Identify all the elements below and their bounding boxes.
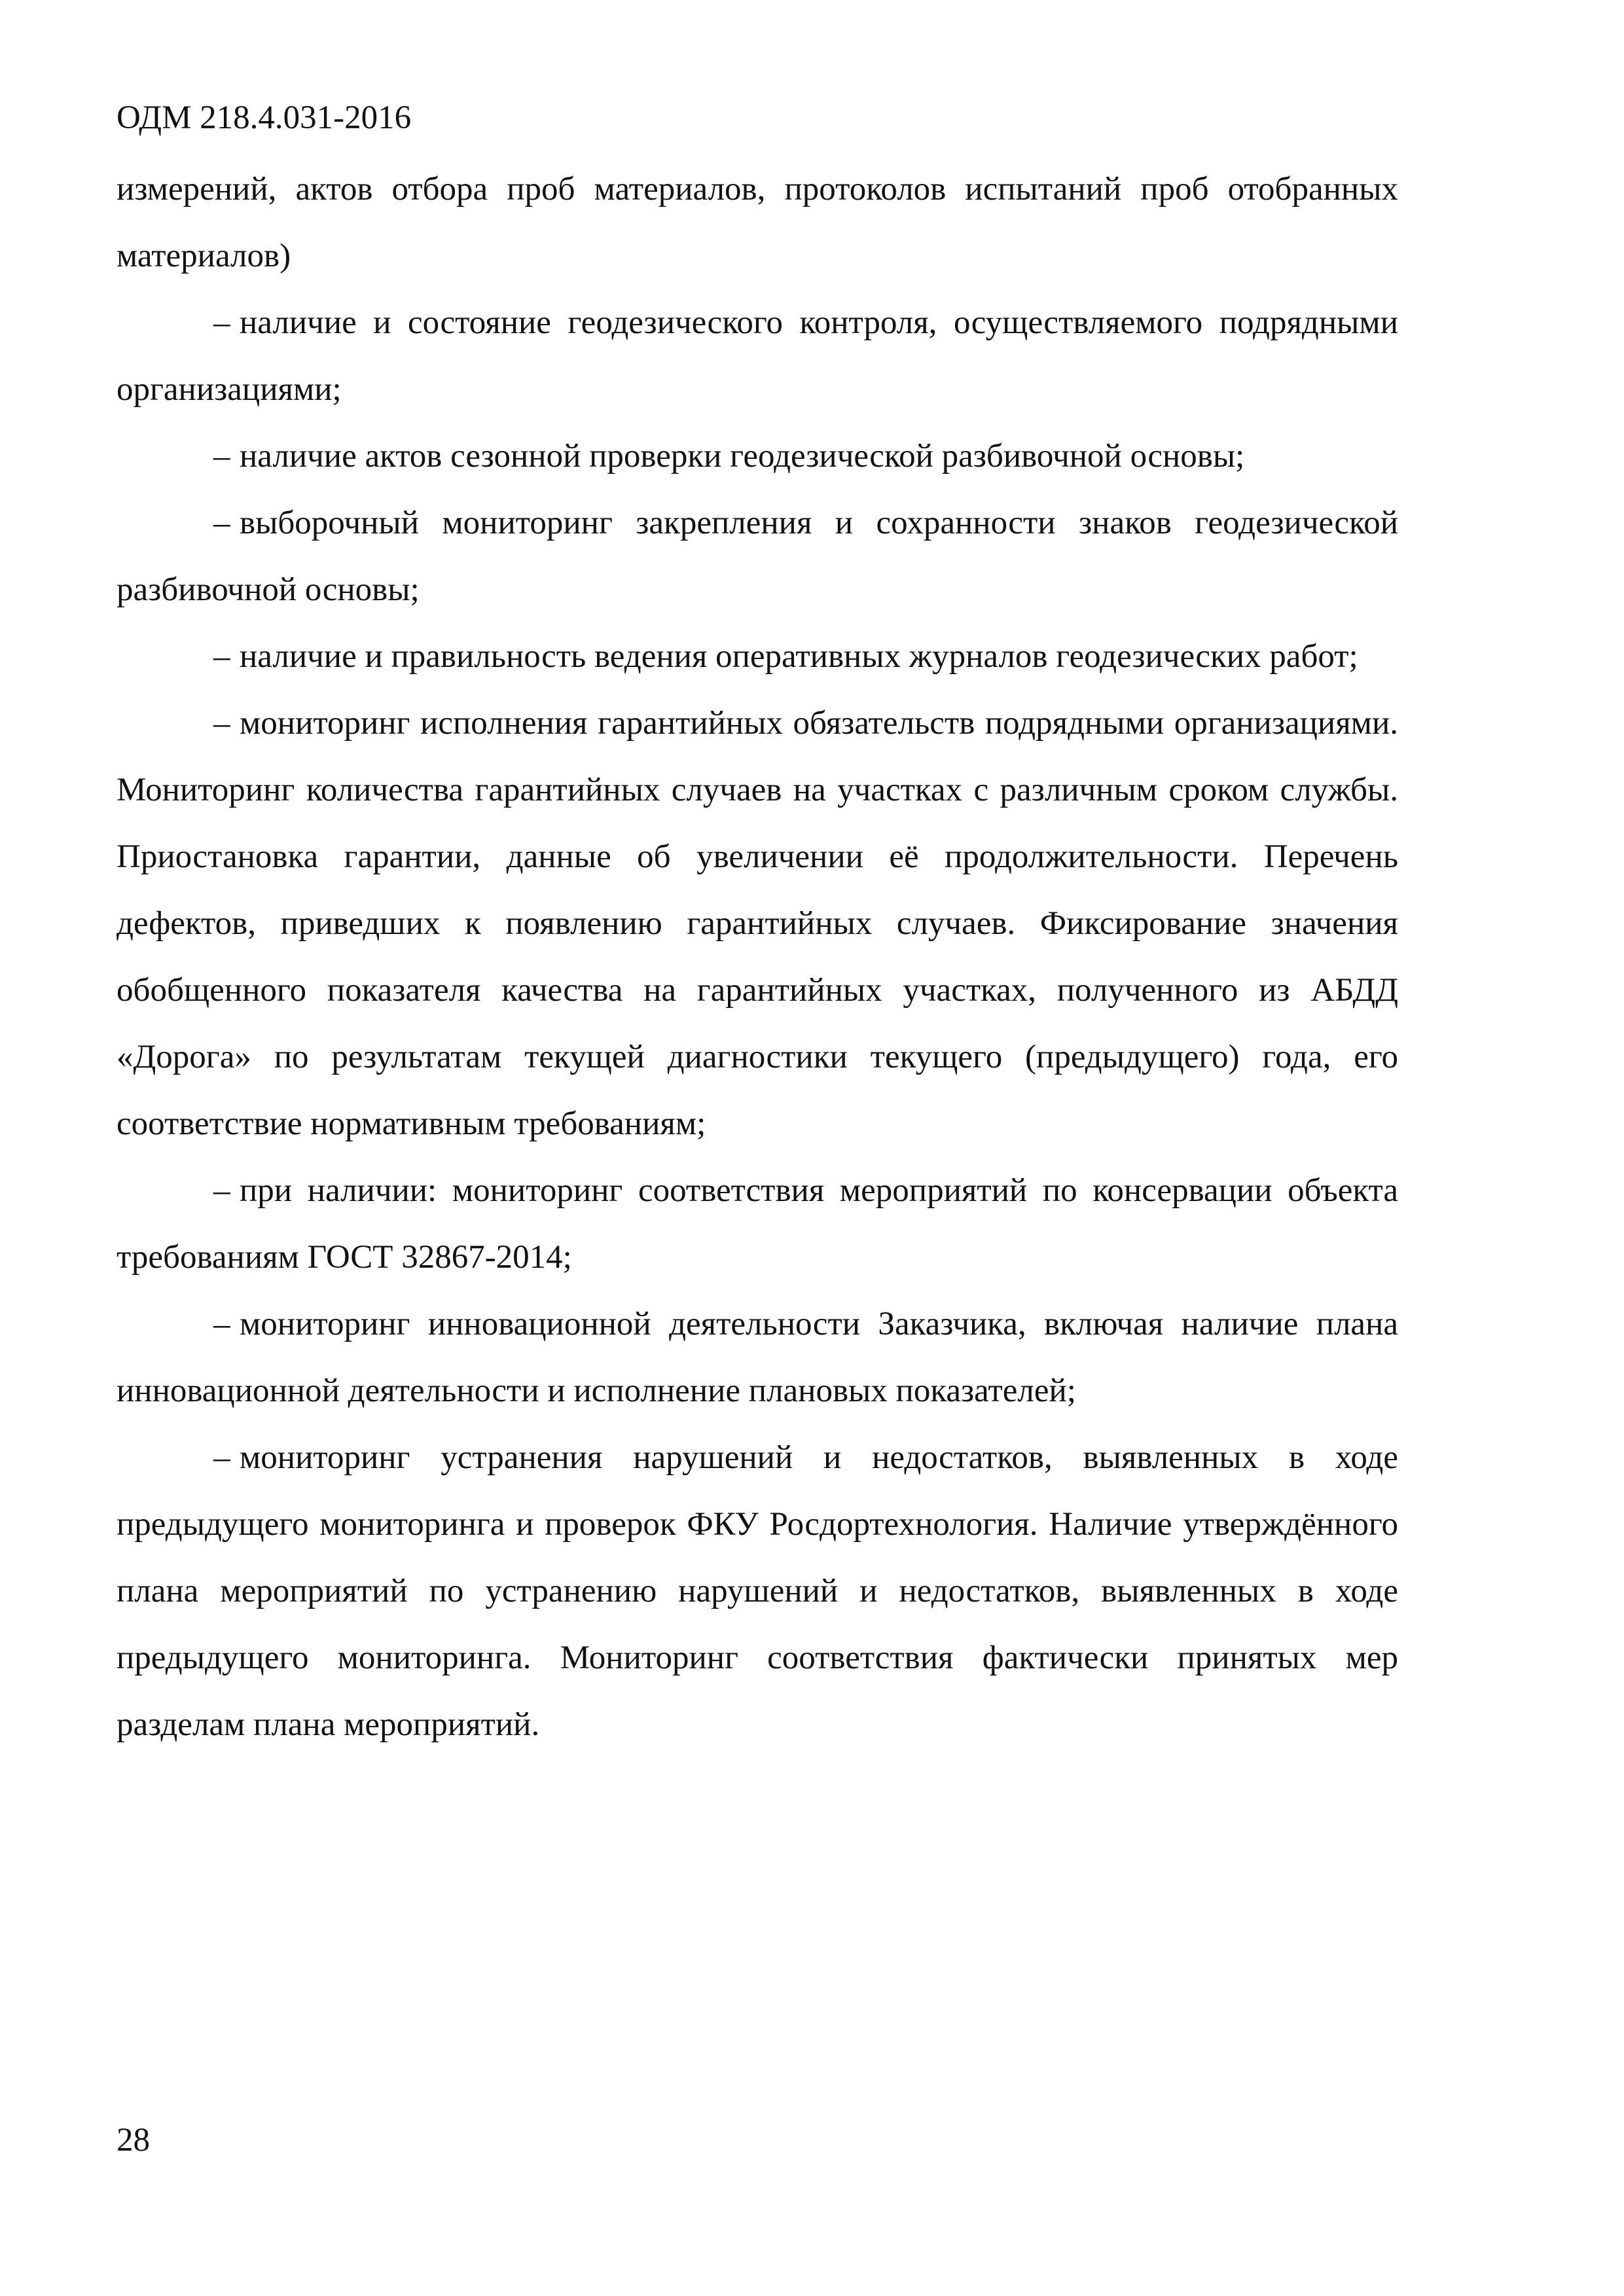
list-item-text: при наличии: мониторинг соответствия мероприятий по консервации объекта требованиям ГОСТ 32867-2014; xyxy=(117,1172,1398,1276)
list-item-text: мониторинг инновационной деятельности Заказчика, включая наличие плана инновационной деятельности и исполнение плановых показателей; xyxy=(117,1306,1398,1409)
list-item-text: наличие актов сезонной проверки геодезической разбивочной основы; xyxy=(240,438,1245,475)
document-body xyxy=(117,156,1398,1758)
list-item-text: мониторинг исполнения гарантийных обязательств подрядными организациями. Мониторинг количества гарантийных случаев на участках с различным сроком службы. Приостановка гарантии, данные об увеличении её продолжительности. Перечень дефектов, приведших к появлению гарантийных случаев. Фиксирование значения обобщенного показателя качества на гарантийных участках, полученного из АБДД «Дорога» по результатам текущей диагностики текущего (предыдущего) года, его соответствие нормативным требованиям; xyxy=(117,705,1398,1142)
bullet-dash: – xyxy=(213,1439,230,1476)
list-item xyxy=(117,289,1398,423)
list-item-text: мониторинг устранения нарушений и недостатков, выявленных в ходе предыдущего мониторинга и проверок ФКУ Росдортехнология. Наличие утверждённого плана мероприятий по устранению нарушений и недостатков, выявленных в ходе предыдущего мониторинга. Мониторинг соответствия фактически принятых мер разделам плана мероприятий. xyxy=(117,1439,1398,1743)
list-item-text: наличие и состояние геодезического контроля, осуществляемого подрядными организациями; xyxy=(117,304,1398,408)
bullet-dash: – xyxy=(213,705,230,742)
bullet-dash: – xyxy=(213,1306,230,1342)
bullet-dash: – xyxy=(213,304,230,341)
bullet-dash: – xyxy=(213,438,230,475)
list-item xyxy=(117,423,1398,490)
list-item xyxy=(117,623,1398,690)
bullet-dash: – xyxy=(213,1172,230,1209)
bullet-dash: – xyxy=(213,638,230,675)
list-item xyxy=(117,1157,1398,1291)
list-item xyxy=(117,1424,1398,1758)
bullet-dash: – xyxy=(213,505,230,541)
list-item-text: выборочный мониторинг закрепления и сохранности знаков геодезической разбивочной основы; xyxy=(117,505,1398,608)
page-number: 28 xyxy=(117,2122,150,2159)
list-item xyxy=(117,1291,1398,1424)
list-item xyxy=(117,490,1398,623)
document-code-header: ОДМ 218.4.031-2016 xyxy=(117,99,412,136)
list-item xyxy=(117,690,1398,1157)
list-item-text: наличие и правильность ведения оперативных журналов геодезических работ; xyxy=(240,638,1358,675)
continuation-paragraph: измерений, актов отбора проб материалов, протоколов испытаний проб отобранных материалов) xyxy=(117,171,1398,274)
